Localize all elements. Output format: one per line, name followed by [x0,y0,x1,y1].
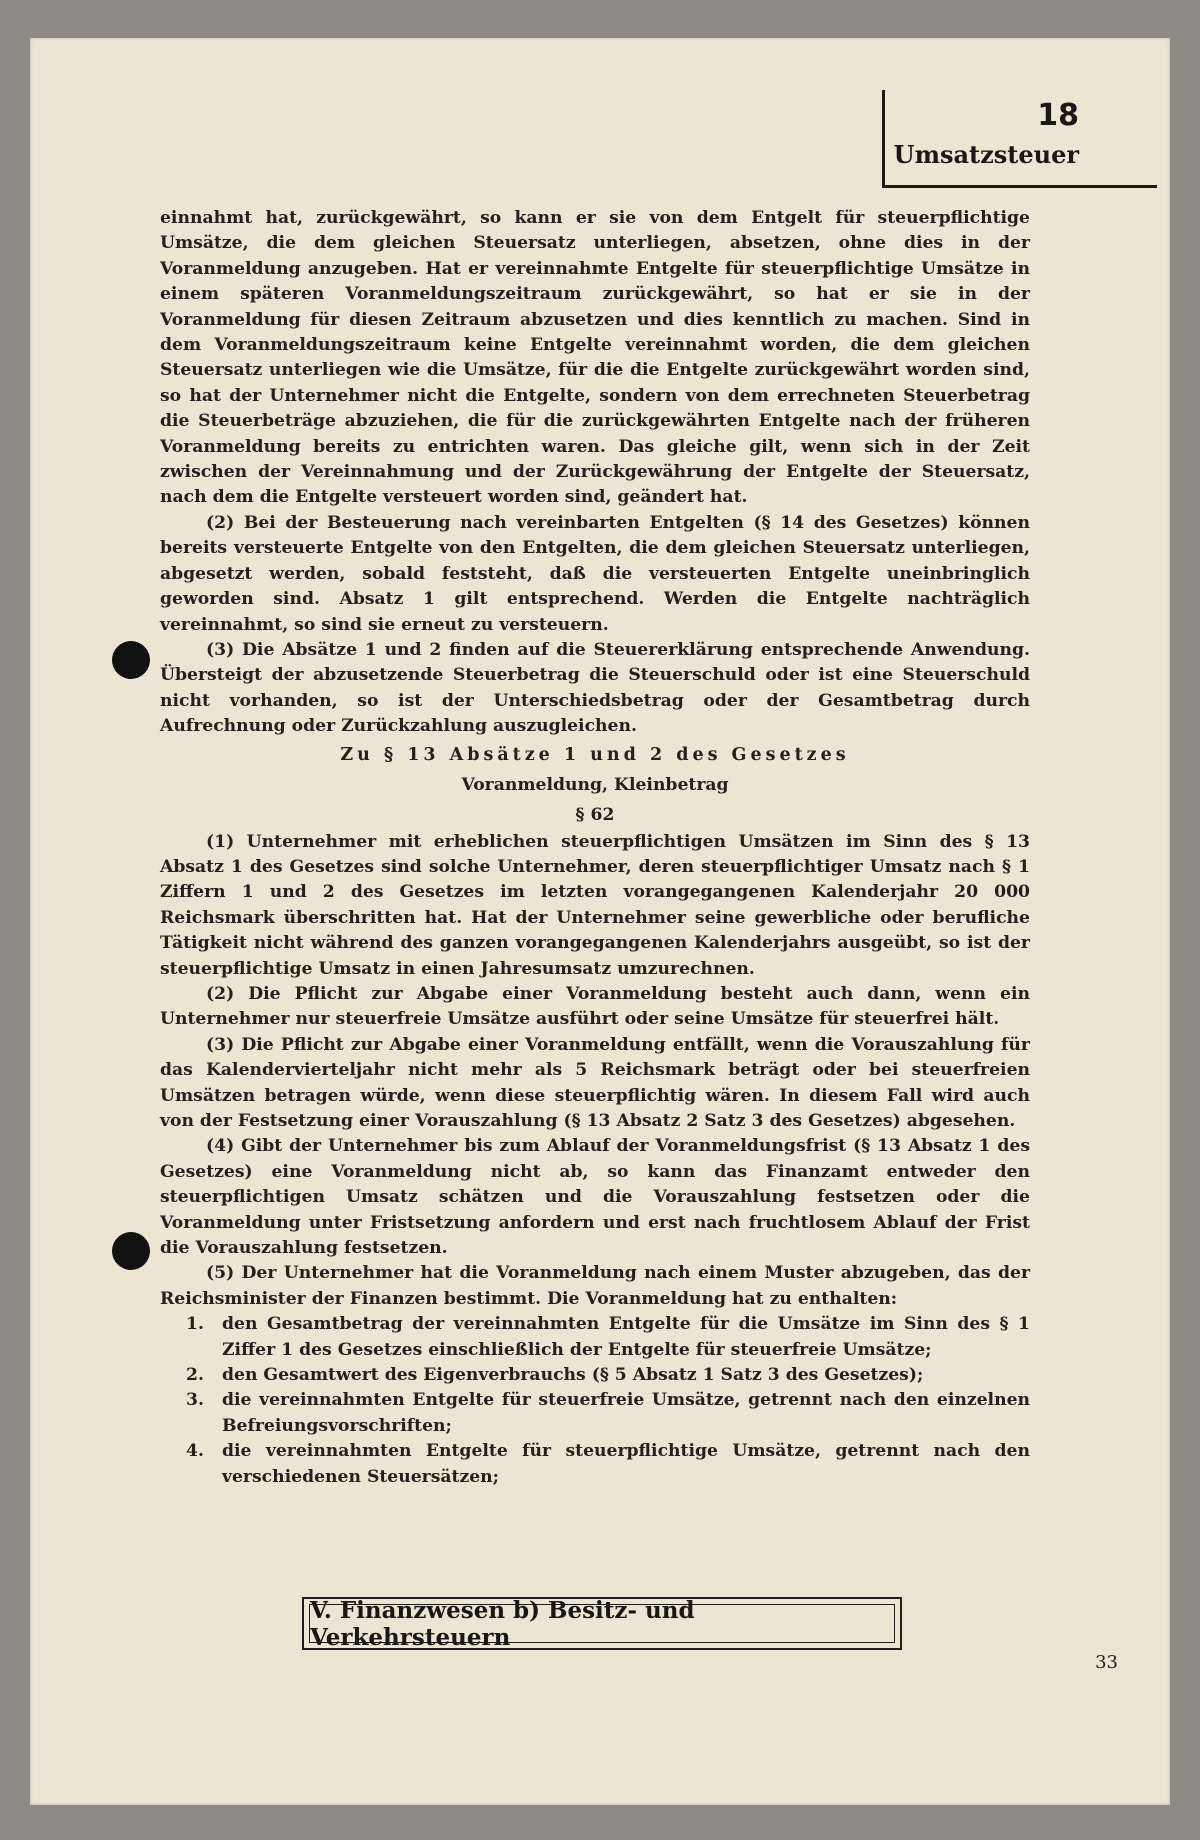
section-number: 18 [1037,98,1079,133]
paragraph-2: (2) Bei der Besteuerung nach vereinbarten Entgelten (§ 14 des Gesetzes) können bereits versteuerte Entgelte von den Entgelten, die dem gleichen Steuersatz unterliegen, abgesetzt werden, sobald feststeht, daß die versteuerten Entgelte uneinbringlich geworden sind. Absatz 1 gilt entsprechend. Werden die Entgelte nachträglich vereinnahmt, so sind sie erneut zu versteuern. [160,512,1030,635]
body-text [160,206,1030,1490]
s62-paragraph-2: (2) Die Pflicht zur Abgabe einer Voranmeldung besteht auch dann, wenn ein Unternehmer nur steuerfreie Umsätze ausführt oder seine Umsätze für steuerfrei hält. [160,983,1030,1030]
page-number: 33 [1095,1652,1118,1673]
list-item-text: den Gesamtwert des Eigenverbrauchs (§ 5 Absatz 1 Satz 3 des Gesetzes); [222,1365,924,1386]
paragraph-number: § 62 [575,804,615,825]
header-tab [882,90,1157,188]
footer-category-box [302,1597,902,1650]
s62-paragraph-5: (5) Der Unternehmer hat die Voranmeldung nach einem Muster abzugeben, das der Reichsminister der Finanzen bestimmt. Die Voranmeldung hat zu enthalten: [160,1263,1030,1309]
list-item-text: die vereinnahmten Entgelte für steuerfreie Umsätze, getrennt nach den einzelnen Befreiungsvorschriften; [222,1390,1030,1436]
list-item [160,1312,1030,1363]
list-item-number: 1. [186,1314,204,1335]
list-item [160,1439,1030,1490]
list-item [160,1388,1030,1439]
list-item-number: 2. [186,1365,204,1386]
paragraph-3: (3) Die Absätze 1 und 2 finden auf die Steuererklärung entsprechende Anwendung. Übersteigt der abzusetzende Steuerbetrag die Steuerschuld oder ist eine Steuerschuld nicht vorhanden, so ist der Unterschiedsbetrag oder der Gesamtbetrag durch Aufrechnung oder Zurückzahlung auszugleichen. [160,639,1030,737]
list-item-number: 3. [186,1390,204,1411]
footer-category-label: V. Finanzwesen b) Besitz- und Verkehrsteuern [309,1604,895,1643]
s62-paragraph-4: (4) Gibt der Unternehmer bis zum Ablauf der Voranmeldungsfrist (§ 13 Absatz 1 des Gesetzes) eine Voranmeldung nicht ab, so kann das Finanzamt entweder den steuerpflichtigen Umsatz schätzen und die Vorauszahlung festsetzen oder die Voranmeldung unter Fristsetzung anfordern und erst nach fruchtlosem Ablauf der Frist die Vorauszahlung festsetzen. [160,1136,1030,1259]
list-item-number: 4. [186,1441,204,1462]
punch-hole [112,1232,150,1270]
section-heading: Zu § 13 Absätze 1 und 2 des Gesetzes [340,744,850,765]
punch-hole [112,641,150,679]
paragraph-continuation: einnahmt hat, zurückgewährt, so kann er sie von dem Entgelt für steuerpflichtige Umsätze, die dem gleichen Steuersatz unterliegen, absetzen, ohne dies in der Voranmeldung anzugeben. Hat er vereinnahmte Entgelte für steuerpflichtige Umsätze in einem späteren Voranmeldungszeitraum zurückgewährt, so hat er sie in der Voranmeldung für diesen Zeitraum abzusetzen und dies kenntlich zu machen. Sind in dem Voranmeldungszeitraum keine Entgelte vereinnahmt worden, die dem gleichen Steuersatz unterliegen wie die Umsätze, für die die Entgelte zurückgewährt worden sind, so hat der Unternehmer nicht die Entgelte, sondern von dem errechneten Steuerbetrag die Steuerbeträge abzuziehen, die für die zurückgewährten Entgelte nach der früheren Voranmeldung bereits zu entrichten waren. Das gleiche gilt, wenn sich in der Zeit zwischen der Vereinnahmung und der Zurückgewährung der Entgelte der Steuersatz, nach dem die Entgelte versteuert worden sind, geändert hat. [160,208,1030,508]
section-title: Umsatzsteuer [893,140,1079,169]
list-item [160,1363,1030,1388]
enumerated-list [160,1312,1030,1490]
s62-paragraph-1: (1) Unternehmer mit erheblichen steuerpflichtigen Umsätzen im Sinn des § 13 Absatz 1 des Gesetzes sind solche Unternehmer, deren steuerpflichtiger Umsatz nach § 1 Ziffern 1 und 2 des Gesetzes im letzten vorangegangenen Kalenderjahr 20 000 Reichsmark überschritten hat. Hat der Unternehmer seine gewerbliche oder berufliche Tätigkeit nicht während des ganzen vorangegangenen Kalenderjahrs ausgeübt, so ist der steuerpflichtige Umsatz in einen Jahresumsatz umzurechnen. [160,831,1030,979]
s62-paragraph-3: (3) Die Pflicht zur Abgabe einer Voranmeldung entfällt, wenn die Vorauszahlung für das Kalendervierteljahr nicht mehr als 5 Reichsmark beträgt oder bei steuerfreien Umsätzen betragen würde, wenn diese steuerpflichtig wären. In diesem Fall wird auch von der Festsetzung einer Vorauszahlung (§ 13 Absatz 2 Satz 3 des Gesetzes) abgesehen. [160,1034,1030,1131]
list-item-text: die vereinnahmten Entgelte für steuerpflichtige Umsätze, getrennt nach den verschiedenen Steuersätzen; [222,1441,1030,1487]
list-item-text: den Gesamtbetrag der vereinnahmten Entgelte für die Umsätze im Sinn des § 1 Ziffer 1 des Gesetzes einschließlich der Entgelte für steuerfreie Umsätze; [222,1314,1030,1360]
section-subheading: Voranmeldung, Kleinbetrag [461,774,729,795]
